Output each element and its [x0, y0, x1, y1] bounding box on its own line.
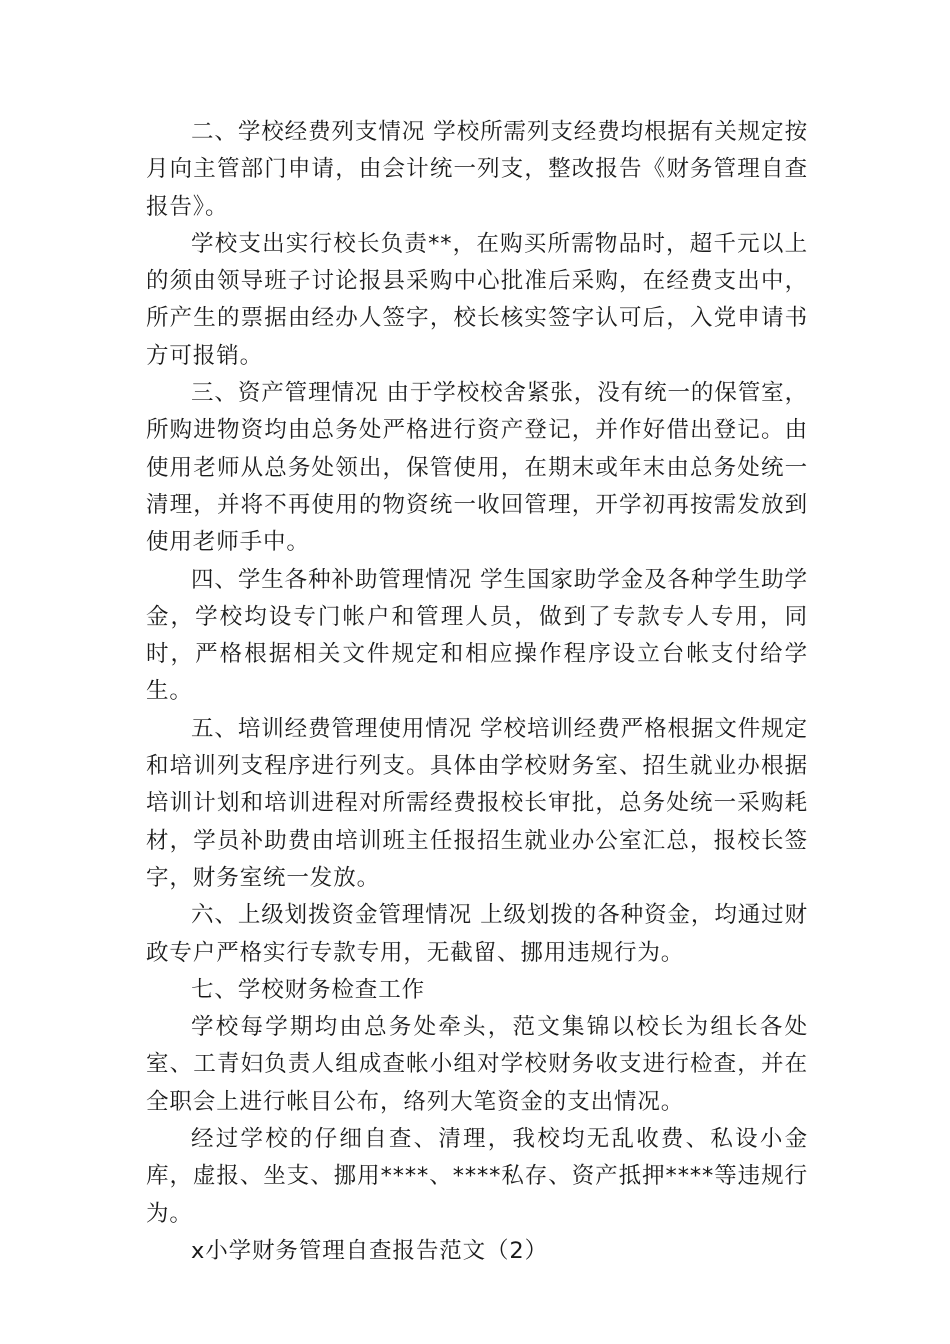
- paragraph-student-subsidy: 四、学生各种补助管理情况 学生国家助学金及各种学生助学金，学校均设专门帐户和管理人员，做到了专款专人专用，同时，严格根据相关文件规定和相应操作程序设立台帐支付给学生。: [146, 566, 808, 705]
- paragraph-school-funding: 二、学校经费列支情况 学校所需列支经费均根据有关规定按月向主管部门申请，由会计统一列支，整改报告《财务管理自查报告》。: [146, 119, 808, 220]
- document-body: [146, 114, 808, 1270]
- paragraph-asset-management: 三、资产管理情况 由于学校校舍紧张，没有统一的保管室，所购进物资均由总务处严格进行资产登记，并作好借出登记。由使用老师从总务处领出，保管使用，在期末或年末由总务处统一清理，并将不再使用的物资统一收回管理，开学初再按需发放到使用老师手中。: [146, 380, 808, 556]
- heading-financial-inspection: 七、学校财务检查工作: [191, 976, 426, 1003]
- paragraph-inspection-details: 学校每学期均由总务处牵头，范文集锦以校长为组长各处室、工青妇负责人组成查帐小组对学校财务收支进行检查，并在全职会上进行帐目公布，络列大笔资金的支出情况。: [146, 1014, 808, 1115]
- paragraph-self-inspection-result: 经过学校的仔细自查、清理，我校均无乱收费、私设小金库，虚报、坐支、挪用****、****私存、资产抵押****等违规行为。: [146, 1126, 808, 1227]
- paragraph-training-funds: 五、培训经费管理使用情况 学校培训经费严格根据文件规定和培训列支程序进行列支。具体由学校财务室、招生就业办根据培训计划和培训进程对所需经费报校长审批，总务处统一采购耗材，学员补助费由培训班主任报招生就业办公室汇总，报校长签字，财务室统一发放。: [146, 715, 808, 891]
- paragraph-allocated-funds: 六、上级划拨资金管理情况 上级划拨的各种资金，均通过财政专户严格实行专款专用，无截留、挪用违规行为。: [146, 902, 808, 966]
- paragraph-expenditure-approval: 学校支出实行校长负责**，在购买所需物品时，超千元以上的须由领导班子讨论报县采购中心批准后采购，在经费支出中，所产生的票据由经办人签字，校长核实签字认可后，入党申请书方可报销。: [146, 230, 808, 369]
- heading-report-sample-2: x小学财务管理自查报告范文（2）: [191, 1237, 549, 1264]
